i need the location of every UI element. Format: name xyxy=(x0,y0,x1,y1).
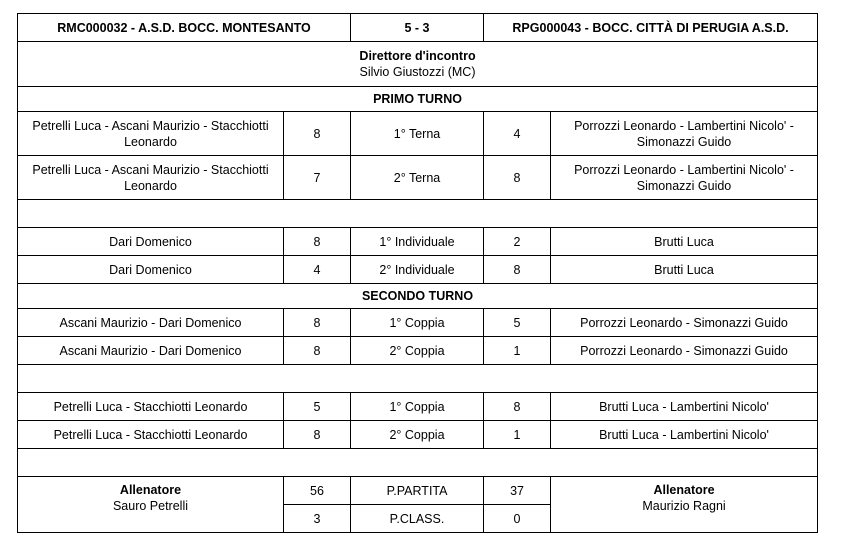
match-row xyxy=(18,112,818,156)
match-row xyxy=(18,393,818,421)
match-row xyxy=(18,156,818,200)
away-players: Porrozzi Leonardo - Lambertini Nicolo' - Simonazzi Guido xyxy=(551,156,818,200)
first-round-title: PRIMO TURNO xyxy=(18,87,818,112)
round-header xyxy=(18,87,818,112)
home-coach-cell xyxy=(18,477,284,533)
match-row xyxy=(18,309,818,337)
home-partita-points: 56 xyxy=(284,477,351,505)
away-team: RPG000043 - BOCC. CITTÀ DI PERUGIA A.S.D. xyxy=(484,14,818,42)
home-players: Ascani Maurizio - Dari Domenico xyxy=(18,309,284,337)
away-players: Porrozzi Leonardo - Simonazzi Guido xyxy=(551,309,818,337)
away-coach-cell xyxy=(551,477,818,533)
away-score: 4 xyxy=(484,112,551,156)
home-players: Dari Domenico xyxy=(18,256,284,284)
game-type: 1° Coppia xyxy=(351,309,484,337)
away-players: Brutti Luca xyxy=(551,228,818,256)
away-players: Porrozzi Leonardo - Lambertini Nicolo' - Simonazzi Guido xyxy=(551,112,818,156)
away-partita-points: 37 xyxy=(484,477,551,505)
home-players: Petrelli Luca - Stacchiotti Leonardo xyxy=(18,421,284,449)
director-label: Direttore d'incontro xyxy=(359,49,476,63)
spacer-cell xyxy=(18,365,818,393)
partita-label: P.PARTITA xyxy=(351,477,484,505)
home-team: RMC000032 - A.S.D. BOCC. MONTESANTO xyxy=(18,14,351,42)
game-type: 2° Terna xyxy=(351,156,484,200)
away-players: Brutti Luca - Lambertini Nicolo' xyxy=(551,421,818,449)
home-score: 8 xyxy=(284,337,351,365)
second-round-title: SECONDO TURNO xyxy=(18,284,818,309)
match-row xyxy=(18,256,818,284)
match-row xyxy=(18,228,818,256)
game-type: 2° Coppia xyxy=(351,421,484,449)
home-score: 8 xyxy=(284,112,351,156)
home-score: 8 xyxy=(284,309,351,337)
game-type: 2° Coppia xyxy=(351,337,484,365)
match-row xyxy=(18,337,818,365)
director-name: Silvio Giustozzi (MC) xyxy=(359,65,476,79)
home-score: 7 xyxy=(284,156,351,200)
home-score: 8 xyxy=(284,421,351,449)
spacer-cell xyxy=(18,200,818,228)
home-players: Ascani Maurizio - Dari Domenico xyxy=(18,337,284,365)
home-coach-name: Sauro Petrelli xyxy=(112,499,189,513)
spacer-cell xyxy=(18,449,818,477)
game-type: 2° Individuale xyxy=(351,256,484,284)
game-type: 1° Individuale xyxy=(351,228,484,256)
spacer-row xyxy=(18,200,818,228)
spacer-row xyxy=(18,365,818,393)
home-players: Dari Domenico xyxy=(18,228,284,256)
home-score: 8 xyxy=(284,228,351,256)
match-result: 5 - 3 xyxy=(351,14,484,42)
director-row xyxy=(18,42,818,87)
home-score: 4 xyxy=(284,256,351,284)
away-coach-name: Maurizio Ragni xyxy=(642,499,726,513)
away-score: 1 xyxy=(484,337,551,365)
home-players: Petrelli Luca - Ascani Maurizio - Stacchiotti Leonardo xyxy=(18,112,284,156)
away-players: Porrozzi Leonardo - Simonazzi Guido xyxy=(551,337,818,365)
game-type: 1° Terna xyxy=(351,112,484,156)
game-type: 1° Coppia xyxy=(351,393,484,421)
home-players: Petrelli Luca - Stacchiotti Leonardo xyxy=(18,393,284,421)
home-score: 5 xyxy=(284,393,351,421)
home-players: Petrelli Luca - Ascani Maurizio - Stacchiotti Leonardo xyxy=(18,156,284,200)
totals-row xyxy=(18,477,818,505)
away-coach-label: Allenatore xyxy=(653,483,715,497)
home-coach-label: Allenatore xyxy=(119,483,182,497)
away-score: 5 xyxy=(484,309,551,337)
away-score: 2 xyxy=(484,228,551,256)
away-score: 8 xyxy=(484,156,551,200)
header-row xyxy=(18,14,818,42)
class-label: P.CLASS. xyxy=(351,505,484,533)
away-score: 8 xyxy=(484,256,551,284)
round-header xyxy=(18,284,818,309)
director-cell xyxy=(18,42,818,87)
match-report-table xyxy=(17,13,818,533)
spacer-row xyxy=(18,449,818,477)
home-class-points: 3 xyxy=(284,505,351,533)
match-row xyxy=(18,421,818,449)
away-score: 8 xyxy=(484,393,551,421)
away-class-points: 0 xyxy=(484,505,551,533)
away-players: Brutti Luca xyxy=(551,256,818,284)
away-players: Brutti Luca - Lambertini Nicolo' xyxy=(551,393,818,421)
away-score: 1 xyxy=(484,421,551,449)
